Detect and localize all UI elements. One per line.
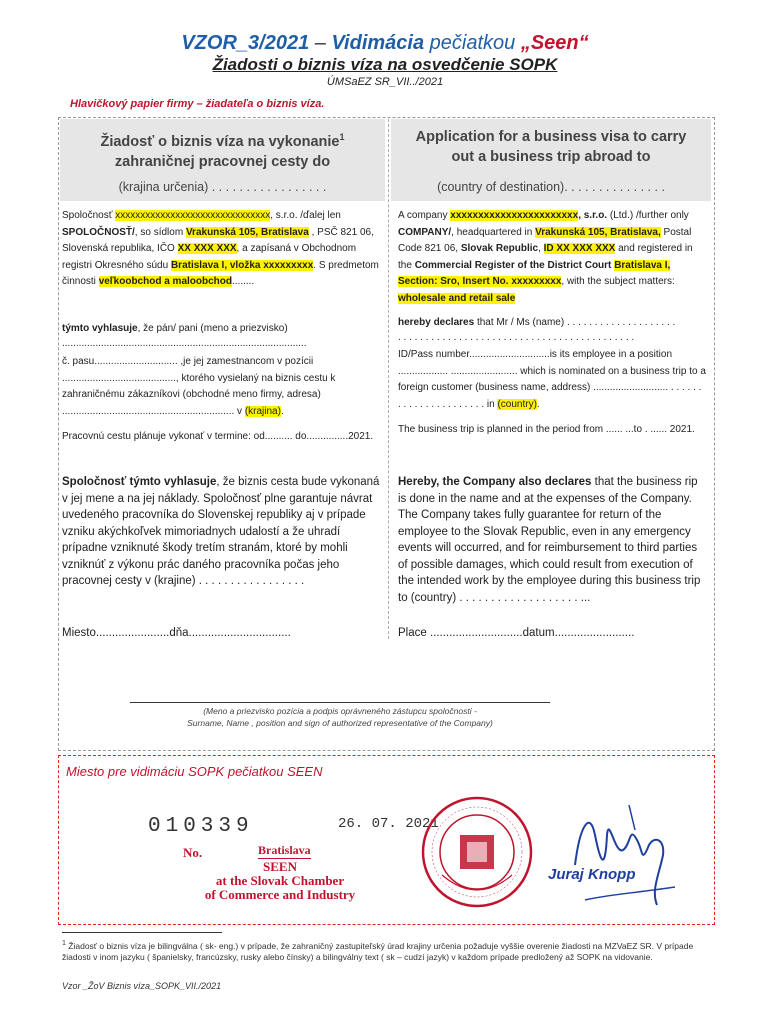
right-guarantee (398, 474, 708, 606)
text: , a zapísaná v Obchodnom registri Okresného súdu (62, 243, 357, 271)
stamp-no-label: No. (183, 845, 203, 860)
activity-highlight: veľkoobchod a maloobchod (98, 276, 232, 287)
text: and registered in the (398, 243, 693, 271)
right-heading-line2: out a business trip abroad to (451, 149, 651, 165)
text: Spoločnosť (62, 210, 116, 221)
activity-highlight: wholesale and retail sale (398, 292, 516, 304)
document-title (0, 32, 770, 55)
id-highlight: ID XX XXX XXX (543, 243, 616, 254)
left-heading-line2: zahraničnej pracovnej cesty do (114, 153, 331, 170)
right-heading (391, 127, 711, 167)
reference-number: ÚMSaEZ SR_VII../2021 (326, 76, 444, 88)
country-highlight: (krajina) (244, 405, 281, 417)
address-highlight: Vrakunská 105, Bratislava (185, 226, 309, 238)
footnote-text: Žiadosť o biznis víza je bilingválna ( sk- eng.) v prípade, že zahraničný zastupiteľský úrad krajiny určenia požaduje vyššie overenie žiadosti na MZVaEZ SR. V prípade žiadosti v inom jazyku ( španielsky, francúzsky, rusky alebo čínsky) a bilingválny text ( sk – cudzí jazyk) v každom prípade predložený až SOPK na vidovanie. (62, 940, 694, 963)
seen-word: SEEN (263, 859, 297, 874)
text: , s.r.o. (578, 210, 608, 221)
stamp-city: Bratislava (258, 843, 311, 857)
text: , (538, 243, 544, 254)
register-highlight: Bratislava I, vložka xxxxxxxxx (170, 259, 314, 271)
country-highlight: (country) (497, 398, 537, 410)
title-dash: – (309, 32, 332, 54)
text: ........ (232, 276, 255, 287)
right-heading-line1: Application for a business visa to carry (415, 129, 687, 145)
text: , headquartered in (451, 226, 536, 238)
text: A company (398, 210, 451, 221)
left-period: Pracovnú cestu plánuje vykonať v termine: od.......... do...............2021. (62, 431, 374, 442)
chamber-round-seal-icon (420, 795, 535, 910)
text: Spoločnosť týmto vyhlasuje (62, 476, 217, 488)
footnote-ref: 1 (339, 132, 345, 142)
title-seen: „Seen“ (520, 32, 589, 54)
left-company-paragraph (62, 208, 380, 291)
left-guarantee (62, 474, 382, 590)
text: ID/Pass number.............................is its employee in a position .................. ........................ which is nominated on a business trip to a foreign customer (business name, address) ........................... . . . . . . . . . . . . . . . . . . . . . . in (398, 349, 706, 410)
text: , PSČ 821 06, Slovenská republika, IČO (62, 226, 374, 254)
caption-line-sk: (Meno a priezvisko pozícia a podpis oprávneného zástupcu spoločnosti - (203, 706, 477, 716)
text: hereby declares (398, 317, 475, 328)
right-place-date: Place .............................datum......................... (398, 627, 635, 639)
letterhead-note: Hlavičkový papier firmy – žiadateľa o biznis víza. (70, 98, 325, 110)
text: Slovak Republic (460, 243, 539, 254)
text: . (280, 405, 284, 417)
register-highlight: Bratislava I, Section: Sro, Insert No. xxxxxxxxx (398, 259, 671, 287)
footnote-separator (62, 932, 222, 933)
text: SPOLOČNOSŤ/ (62, 226, 135, 238)
text: . S predmetom činnosti (62, 259, 379, 287)
ico-highlight: XX XXX XXX (177, 243, 237, 254)
right-destination: (country of destination). . . . . . . . . . . . . . . (437, 180, 665, 194)
company-name-placeholder: xxxxxxxxxxxxxxxxxxxxxxx (450, 210, 579, 221)
stamp-date: 26. 07. 2021 (338, 816, 439, 832)
text: , že biznis cesta bude vykonaná v jej mene a na jej náklady. Spoločnosť plne garantuje návrat uvedeného pracovníka do Slovenskej republiky aj v prípade vzniku akýchkoľvek mimoriadnych udalostí a že uhradí prípadne vzniknuté škody tretím stranám, ktoré by mohli vzniknúť z výkonu prác daného pracovníka počas jeho pracovnej cesty v (krajine) . . . . . . . . . . . . . . . . . (62, 476, 380, 587)
text: Postal Code 821 06, (398, 226, 692, 254)
caption-line-en: Surname, Name , position and sign of authorized representative of the Company) (187, 718, 493, 728)
text: (Ltd.) /further only (607, 210, 689, 221)
seen-line2: at the Slovak Chamber (215, 873, 345, 888)
text: that Mr / Ms (name) . . . . . . . . . . . . . . . . . . . . (474, 317, 676, 328)
right-employee-paragraph (398, 347, 706, 413)
text: , with the subject matters: (561, 276, 675, 287)
stamp-number: 010339 (148, 815, 254, 838)
footnote (62, 938, 722, 964)
signature-caption (120, 705, 560, 729)
text: Commercial Register of the District Court (414, 259, 612, 271)
left-dots-line: ........................................................................................ (62, 338, 307, 349)
footnote-marker: 1 (62, 939, 66, 947)
seen-stamp-text (180, 860, 380, 902)
left-destination: (krajina určenia) . . . . . . . . . . . . . . . . . (118, 180, 327, 194)
document-subtitle: Žiadosti o biznis víza na osvedčenie SOPK (212, 55, 558, 74)
signatory-name: Juraj Knopp (548, 866, 636, 883)
text: . (536, 398, 540, 410)
text: , so sídlom (134, 226, 186, 238)
address-highlight: Vrakunská 105, Bratislava, (535, 226, 661, 238)
text: , že pán/ pani (meno a priezvisko) (137, 323, 288, 334)
right-period: The business trip is planned in the period from ...... ...to . ...... 2021. (398, 424, 695, 435)
text: týmto vyhlasuje (62, 323, 138, 334)
signature-line (130, 702, 550, 703)
title-code: VZOR_3/2021 (181, 32, 310, 54)
text: , s.r.o. /ďalej len (270, 210, 341, 221)
title-vidimacia: Vidimácia (331, 32, 425, 54)
text: Hereby, the Company also declares (398, 476, 592, 488)
document-footer: Vzor _ŽoV Biznis víza_SOPK_VII./2021 (62, 981, 222, 991)
left-employee-paragraph (62, 354, 380, 420)
title-peciatkou: pečiatkou (424, 32, 521, 54)
left-place-date: Miesto.......................dňa................................ (62, 627, 291, 639)
right-company-paragraph (398, 208, 706, 307)
left-heading-line1: Žiadosť o biznis víza na vykonanie (100, 133, 340, 150)
company-name-placeholder: xxxxxxxxxxxxxxxxxxxxxxxxxxxxxxx (115, 210, 271, 221)
column-divider (388, 119, 389, 639)
handwritten-signature-icon (545, 795, 695, 915)
text: that the business rip is done in the name and at the expenses of the Company. The Company takes fully guarantee for return of the employee to the Slovak Republic, even in any emergency events will occurred, and for reimbursement to third parties of possible damages, which could result from execution of the intended work by the employee during this business trip to (country) . . . . . . . . . . . . . . . . . . . ... (398, 476, 701, 604)
text: č. pasu.............................. ,je jej zamestnancom v pozícii ........................................., ktorého vysielaný na biznis cestu k zahraničnému zákazníkovi (obchodné meno firmy, adresa) .............................................................. v (62, 356, 336, 417)
text: COMPANY/ (398, 226, 452, 238)
seen-line3: of Commerce and Industry (204, 887, 356, 902)
left-heading (60, 127, 385, 172)
right-dots-line: . . . . . . . . . . . . . . . . . . . . . . . . . . . . . . . . . . . . . . . . . . . (398, 332, 635, 343)
stamp-area-title: Miesto pre vidimáciu SOPK pečiatkou SEEN (66, 764, 323, 779)
